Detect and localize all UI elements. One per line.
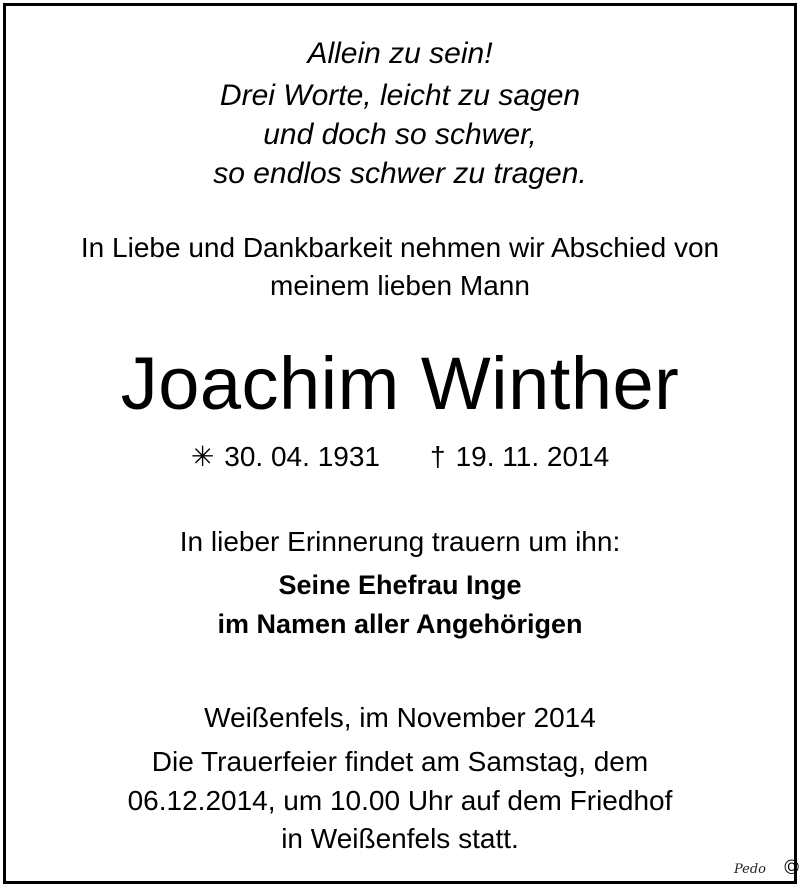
intro-line-2: meinem lieben Mann — [270, 270, 530, 301]
poem-line-2: Drei Worte, leicht zu sagen — [219, 79, 581, 112]
funeral-line-2: 06.12.2014, um 10.00 Uhr auf dem Friedhof — [127, 785, 673, 816]
intro-line-1: In Liebe und Dankbarkeit nehmen wir Abschied von — [80, 232, 720, 263]
birth-star-icon: ✳ — [190, 441, 215, 472]
poem-line-3: und doch so schwer, — [263, 118, 537, 151]
mourners-heading: In lieber Erinnerung trauern um ihn: — [179, 526, 621, 557]
birth-date: 30. 04. 1931 — [224, 441, 380, 472]
life-dates — [0, 440, 800, 474]
funeral-line-3: in Weißenfels statt. — [281, 823, 519, 854]
mourner-name-1: Seine Ehefrau Inge — [278, 570, 522, 600]
death-date: 19. 11. 2014 — [455, 441, 610, 472]
funeral-line-1: Die Trauerfeier findet am Samstag, dem — [151, 746, 649, 777]
poem-line-4: so endlos schwer zu tragen. — [213, 157, 587, 190]
death-cross-icon: † — [429, 441, 446, 472]
poem-line-1: Allein zu sein! — [307, 37, 493, 70]
mourner-name-2: im Namen aller Angehörigen — [217, 609, 583, 639]
deceased-name: Joachim Winther — [120, 342, 680, 425]
place-date: Weißenfels, im November 2014 — [204, 702, 596, 733]
copyright-icon: © — [784, 857, 799, 879]
designer-signature: Pedo — [733, 862, 766, 877]
